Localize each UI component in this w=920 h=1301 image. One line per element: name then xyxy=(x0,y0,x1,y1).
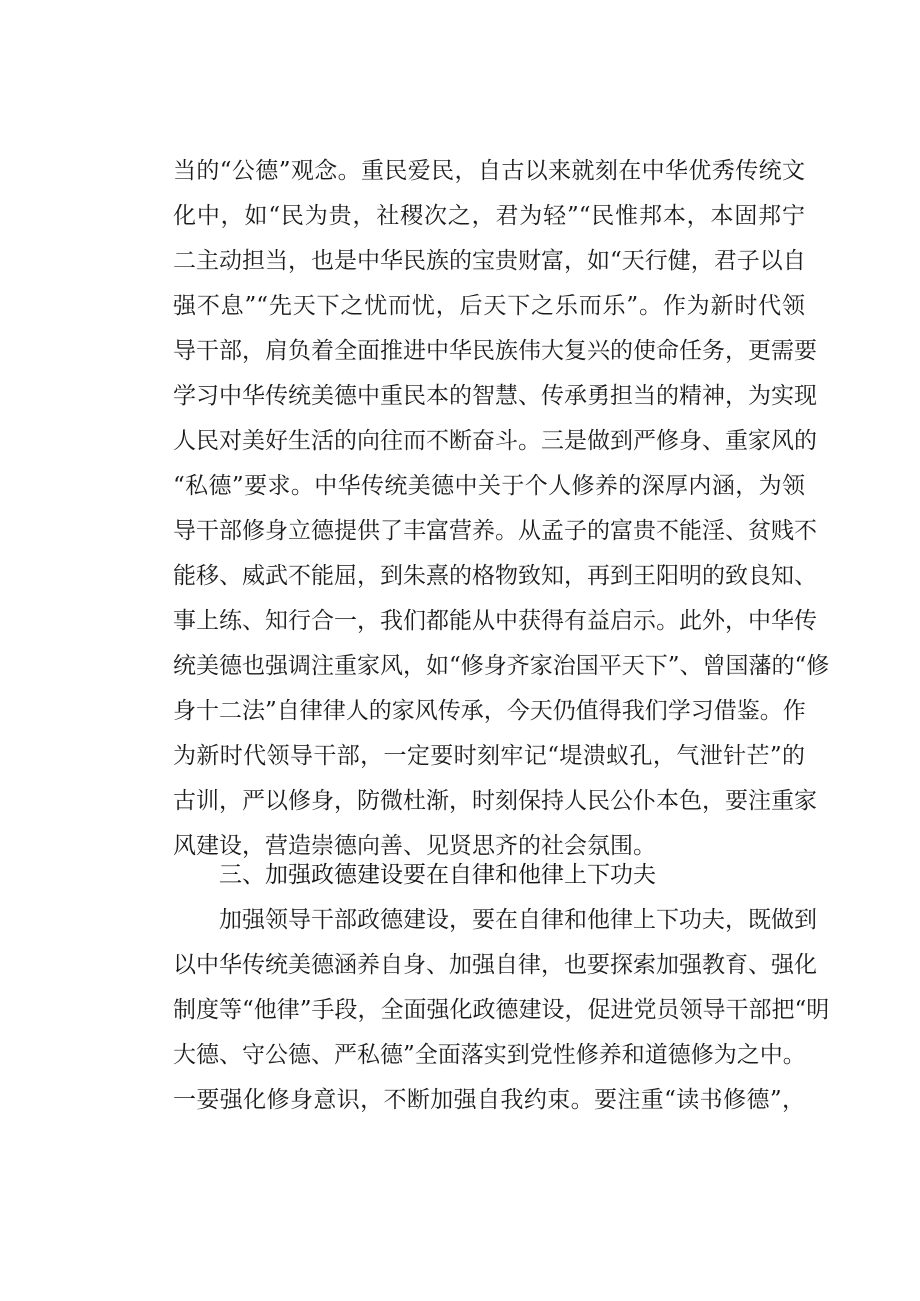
text-line: 为新时代领导干部，一定要时刻牢记“堤溃蚁孔，气泄针芒”的 xyxy=(173,743,805,769)
text-line: 加强领导干部政德建设，要在自律和他律上下功夫，既做到 xyxy=(219,907,817,933)
text-line: 人民对美好生活的向往而不断奋斗。三是做到严修身、重家风的 xyxy=(173,428,817,454)
text-line: 强不息”“先天下之忧而忧，后天下之乐而乐”。作为新时代领 xyxy=(173,293,805,319)
text-line: 大德、守公德、严私德”全面落实到党性修养和道德修为之中。 xyxy=(173,1042,806,1068)
text-line: 当的“公德”观念。重民爱民，自古以来就刻在中华优秀传统文 xyxy=(173,158,805,184)
text-line: 学习中华传统美德中重民本的智慧、传承勇担当的精神，为实现 xyxy=(173,383,817,409)
text-line: 统美德也强调注重家风，如“修身齐家治国平天下”、曾国藩的“修 xyxy=(173,653,830,679)
text-line: 二主动担当，也是中华民族的宝贵财富，如“天行健，君子以自 xyxy=(173,248,806,274)
text-line: 以中华传统美德涵养自身、加强自律，也要探索加强教育、强化 xyxy=(173,952,817,978)
text-line: 制度等“他律”手段，全面强化政德建设，促进党员领导干部把“明 xyxy=(173,997,830,1023)
text-line: 一要强化修身意识，不断加强自我约束。要注重“读书修德”， xyxy=(173,1087,805,1113)
text-line: 化中，如“民为贵，社稷次之，君为轻”“民惟邦本，本固邦宁 xyxy=(173,203,805,229)
section-heading: 三、加强政德建设要在自律和他律上下功夫 xyxy=(219,862,656,888)
text-line: 古训，严以修身，防微杜渐，时刻保持人民公仆本色，要注重家 xyxy=(173,788,817,814)
text-line: 导干部，肩负着全面推进中华民族伟大复兴的使命任务，更需要 xyxy=(173,338,817,364)
text-line: “私德”要求。中华传统美德中关于个人修养的深厚内涵，为领 xyxy=(173,473,805,499)
text-line: 事上练、知行合一，我们都能从中获得有益启示。此外，中华传 xyxy=(173,608,817,634)
text-line: 能移、威武不能屈，到朱熹的格物致知，再到王阳明的致良知、 xyxy=(173,563,817,589)
text-line: 风建设，营造崇德向善、见贤思齐的社会氛围。 xyxy=(173,833,656,859)
text-line: 导干部修身立德提供了丰富营养。从孟子的富贵不能淫、贫贱不 xyxy=(173,518,817,544)
text-line: 身十二法”自律律人的家风传承，今天仍值得我们学习借鉴。作 xyxy=(173,698,806,724)
